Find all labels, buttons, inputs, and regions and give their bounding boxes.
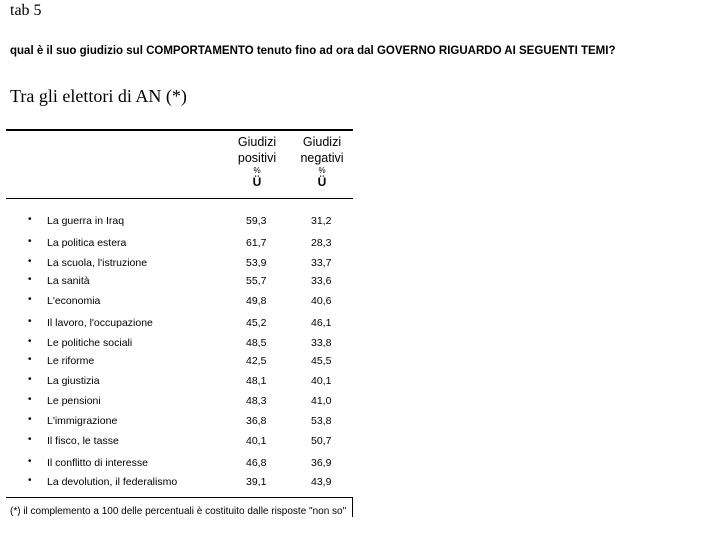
bullet-icon: • <box>28 414 32 425</box>
positive-value: 61,7 <box>246 237 267 249</box>
positive-value: 46,8 <box>246 457 267 469</box>
positive-value: 49,8 <box>246 295 267 307</box>
positive-value: 48,1 <box>246 375 267 387</box>
table-row <box>0 295 360 309</box>
row-label: Il conflitto di interesse <box>47 457 148 469</box>
table-bottom-rule <box>6 497 353 498</box>
survey-question: qual è il suo giudizio sul COMPORTAMENTO tenuto fino ad ora dal GOVERNO RIGUARDO AI SEGUENTI TEMI? <box>10 45 616 57</box>
bullet-icon: • <box>28 475 32 486</box>
table-row <box>0 415 360 429</box>
positive-value: 36,8 <box>246 415 267 427</box>
bullet-icon: • <box>28 214 32 225</box>
bullet-icon: • <box>28 456 32 467</box>
table-number: tab 5 <box>10 2 42 19</box>
row-label: Le pensioni <box>47 395 101 407</box>
column-header-negative-line2: negativi <box>300 151 344 165</box>
positive-value: 42,5 <box>246 355 267 367</box>
table-row <box>0 317 360 331</box>
bullet-icon: • <box>28 294 32 305</box>
table-row <box>0 355 360 369</box>
positive-value: 39,1 <box>246 476 267 488</box>
positive-value: 45,2 <box>246 317 267 329</box>
table-row <box>0 257 360 271</box>
positive-value: 48,5 <box>246 337 267 349</box>
table-side-rule <box>352 497 353 517</box>
row-label: La giustizia <box>47 375 100 387</box>
negative-value: 28,3 <box>311 237 332 249</box>
negative-value: 45,5 <box>311 355 332 367</box>
row-label: L'immigrazione <box>47 415 118 427</box>
negative-value: 46,1 <box>311 317 332 329</box>
negative-value: 36,9 <box>311 457 332 469</box>
table-row <box>0 215 360 229</box>
bullet-icon: • <box>28 316 32 327</box>
positive-value: 48,3 <box>246 395 267 407</box>
column-header-positive-line2: positivi <box>237 151 277 165</box>
table-row <box>0 337 360 351</box>
positive-value: 55,7 <box>246 275 267 287</box>
positive-value: 40,1 <box>246 435 267 447</box>
negative-value: 33,8 <box>311 337 332 349</box>
bullet-icon: • <box>28 354 32 365</box>
table-row <box>0 375 360 389</box>
table-row <box>0 457 360 471</box>
negative-value: 43,9 <box>311 476 332 488</box>
footnote: (*) il complemento a 100 delle percentuali è costituito dalle risposte "non so" <box>10 506 347 517</box>
positive-value: 53,9 <box>246 257 267 269</box>
negative-value: 40,1 <box>311 375 332 387</box>
row-label: Il lavoro, l'occupazione <box>47 317 153 329</box>
row-label: La sanità <box>47 275 90 287</box>
negative-value: 50,7 <box>311 435 332 447</box>
table-subtitle: Tra gli elettori di AN (*) <box>10 86 187 106</box>
column-header-negative-unit: % <box>318 166 326 175</box>
table-row <box>0 275 360 289</box>
row-label: La devolution, il federalismo <box>47 476 178 488</box>
column-header-positive-unit: % <box>253 166 261 175</box>
column-header-positive <box>222 134 292 188</box>
bullet-icon: • <box>28 274 32 285</box>
positive-value: 59,3 <box>246 215 267 227</box>
table-header-rule <box>6 198 353 199</box>
column-header-negative-symbol: Ü <box>317 175 327 189</box>
bullet-icon: • <box>28 374 32 385</box>
table-row <box>0 237 360 251</box>
table-row <box>0 395 360 409</box>
row-label: Il fisco, le tasse <box>47 435 119 447</box>
negative-value: 40,6 <box>311 295 332 307</box>
table-row <box>0 435 360 449</box>
negative-value: 53,8 <box>311 415 332 427</box>
table-top-rule <box>6 129 353 131</box>
bullet-icon: • <box>28 256 32 267</box>
column-header-positive-symbol: Ü <box>252 175 262 189</box>
column-header-negative <box>287 134 357 188</box>
negative-value: 41,0 <box>311 395 332 407</box>
negative-value: 33,7 <box>311 257 332 269</box>
table-row <box>0 476 360 490</box>
row-label: Le politiche sociali <box>47 337 133 349</box>
row-label: L'economia <box>47 295 101 307</box>
column-header-positive-line1: Giudizi <box>237 135 277 149</box>
bullet-icon: • <box>28 434 32 445</box>
row-label: La guerra in Iraq <box>47 215 125 227</box>
row-label: Le riforme <box>47 355 95 367</box>
column-header-negative-line1: Giudizi <box>302 135 342 149</box>
bullet-icon: • <box>28 394 32 405</box>
negative-value: 31,2 <box>311 215 332 227</box>
negative-value: 33,6 <box>311 275 332 287</box>
row-label: La scuola, l'istruzione <box>47 257 148 269</box>
bullet-icon: • <box>28 336 32 347</box>
row-label: La politica estera <box>47 237 127 249</box>
bullet-icon: • <box>28 236 32 247</box>
